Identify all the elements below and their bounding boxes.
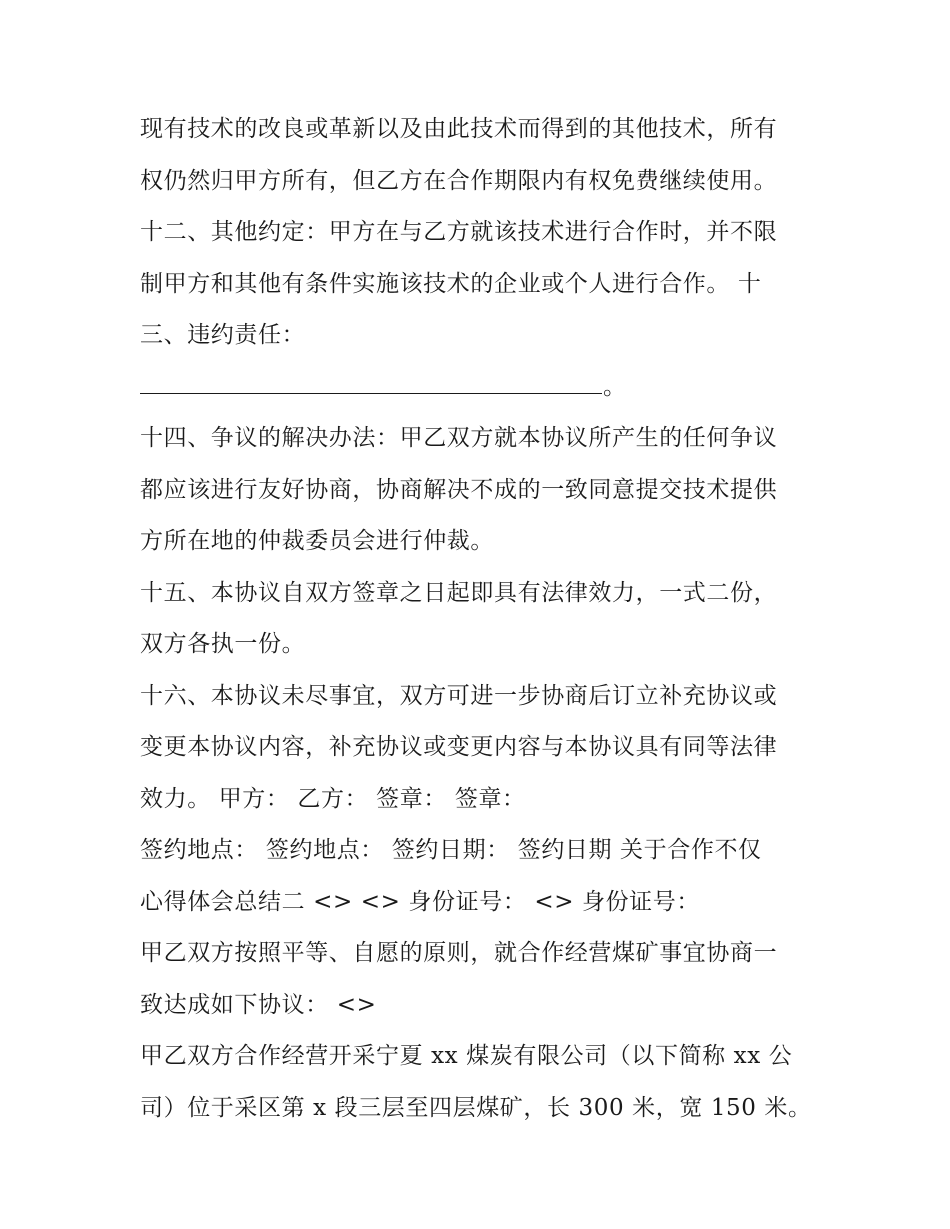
text-line: 致达成如下协议： <> (140, 991, 377, 1018)
text-line: 三、违约责任： (140, 322, 306, 348)
text-line: 效力。 甲方： 乙方： 签章： 签章： (140, 785, 526, 812)
text-line: 甲乙双方合作经营开采宁夏 xx 煤炭有限公司（以下简称 xx 公 (140, 1043, 793, 1069)
text-line: 方所在地的仲裁委员会进行仲裁。 (140, 528, 494, 554)
text-line: 签约地点： 签约地点： 签约日期： 签约日期 关于合作不仅 (140, 837, 762, 863)
text-line: 双方各执一份。 (140, 631, 306, 657)
blank-line-row (140, 362, 820, 414)
text-line: 心得体会总结二 <> <> 身份证号： <> 身份证号： (140, 888, 700, 915)
text-line: 都应该进行友好协商，协商解决不成的一致同意提交技术提供 (140, 476, 778, 503)
text-line: 司）位于采区第 x 段三层至四层煤矿，长 300 米，宽 150 米。 (140, 1094, 812, 1121)
fill-in-blank (140, 369, 602, 394)
text-line: 十四、争议的解决办法：甲乙双方就本协议所产生的任何争议 (140, 425, 778, 451)
text-line: 十二、其他约定：甲方在与乙方就该技术进行合作时，并不限 (140, 219, 778, 245)
document-body (140, 104, 820, 1134)
text-line: 甲乙双方按照平等、自愿的原则，就合作经营煤矿事宜协商一 (140, 940, 778, 966)
text-line: 现有技术的改良或革新以及由此技术而得到的其他技术，所有 (140, 116, 778, 142)
blank-line-end: 。 (603, 373, 627, 400)
text-line: 变更本协议内容，补充协议或变更内容与本协议具有同等法律 (140, 734, 778, 760)
text-line: 权仍然归甲方所有，但乙方在合作期限内有权免费继续使用。 (140, 167, 778, 194)
text-line: 制甲方和其他有条件实施该技术的企业或个人进行合作。 十 (140, 270, 762, 297)
text-line: 十六、本协议未尽事宜，双方可进一步协商后订立补充协议或 (140, 682, 778, 709)
text-line: 十五、本协议自双方签章之日起即具有法律效力，一式二份， (140, 579, 778, 606)
